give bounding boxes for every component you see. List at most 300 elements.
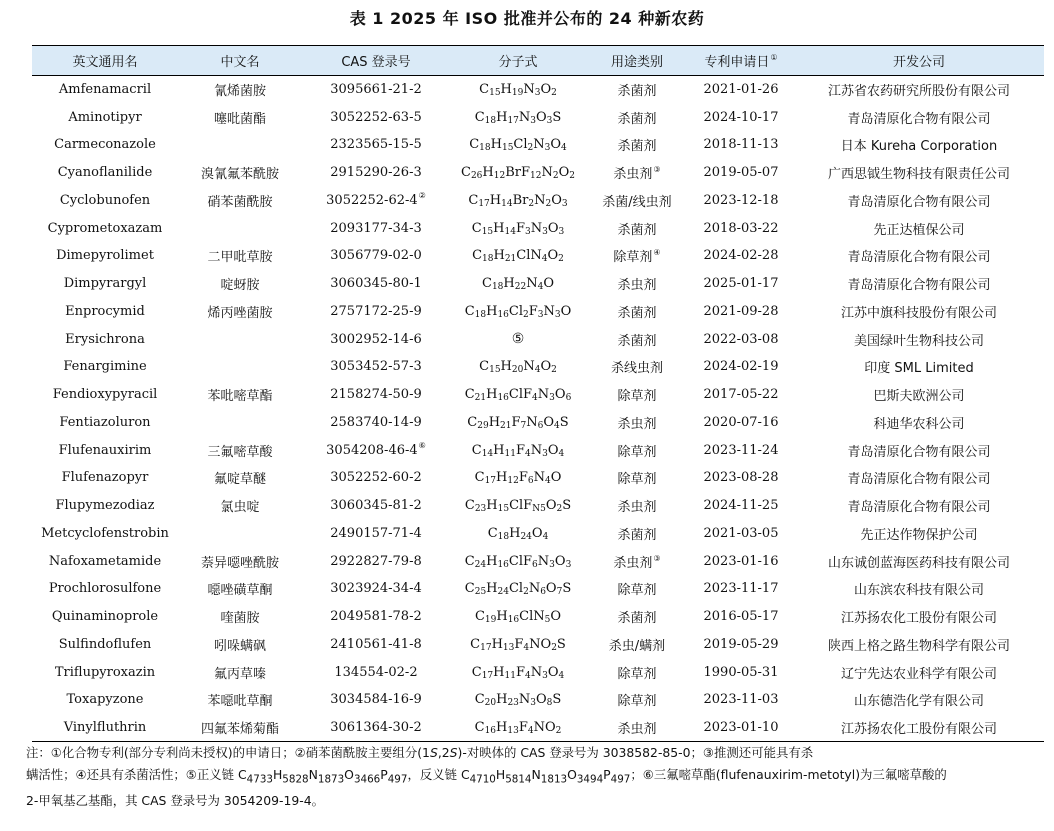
cell-patent-date: 2024-02-19 (703, 359, 779, 375)
cell-use (586, 76, 688, 104)
cell-formula (450, 409, 586, 437)
formula-element: N (537, 387, 550, 403)
cas-note-mark: ⑥ (418, 440, 426, 450)
formula-element: C (472, 248, 483, 264)
table-row (32, 492, 1044, 520)
formula-element: C (464, 553, 475, 569)
formula-count: 15 (497, 504, 510, 515)
table-row (32, 409, 1044, 437)
formula-count: 6 (527, 476, 534, 487)
formula-count: 12 (493, 171, 506, 182)
use-category: 杀菌剂 (617, 333, 657, 349)
header-patent-date (688, 46, 794, 76)
cell-cas (302, 242, 450, 270)
formula-count: 19 (484, 615, 497, 626)
cell-cas (302, 325, 450, 353)
formula-element: Br (505, 165, 521, 181)
cell-chinese-name: 四氟苯烯菊酯 (178, 714, 302, 742)
cell-english-name: Cyclobunofen (59, 192, 151, 208)
cas-number: 3060345-80-1 (330, 276, 422, 292)
formula-count: 15 (481, 226, 494, 237)
formula-element: F (515, 664, 525, 680)
formula-element: H (486, 498, 498, 514)
formula-count: 2 (552, 171, 559, 182)
formula-count: 15 (501, 143, 514, 154)
formula-element: H (509, 525, 521, 541)
formula-element: H (493, 664, 505, 680)
cell-chinese-name (178, 325, 302, 353)
formula-count: 8 (546, 698, 553, 709)
use-category: 杀虫剂 (617, 416, 657, 432)
formula-element: O (551, 192, 562, 208)
cell-developer: 辽宁先达农业科学有限公司 (840, 666, 997, 682)
formula-element: F (511, 414, 521, 430)
table-row (32, 270, 1044, 298)
formula-element: H (486, 387, 498, 403)
cell-use (586, 547, 688, 575)
cell-cas (302, 547, 450, 575)
formula-count: 6 (565, 393, 572, 404)
cell-patent-date: 2021-03-05 (703, 525, 779, 541)
formula-element: O (545, 581, 557, 597)
cell-patent-date: 1990-05-31 (703, 664, 779, 680)
formula-element: C (470, 636, 481, 652)
cell-developer: 青岛清原化合物有限公司 (847, 472, 991, 488)
formula-element: O (560, 303, 572, 319)
formula-count: 4 (537, 282, 544, 293)
cell-english-name: Cyanoflanilide (57, 165, 153, 181)
cell-english-name: Flufenauxirim (58, 442, 152, 458)
cas-number: 2323565-15-5 (330, 137, 422, 153)
cell-cas (302, 298, 450, 326)
formula-element: Cl (516, 248, 531, 264)
formula-element: C (474, 692, 485, 708)
formula-element: H (486, 303, 498, 319)
formula-count: 2 (523, 587, 529, 598)
cell-patent-date: 2025-01-17 (703, 276, 779, 292)
formula-count: 14 (481, 448, 494, 459)
cas-number: 3053452-57-3 (330, 359, 422, 375)
cell-english-name: Quinaminoprole (51, 609, 159, 625)
cell-use (586, 242, 688, 270)
formula-count: 4 (542, 531, 549, 542)
cell-cas (302, 76, 450, 104)
table-row (32, 381, 1044, 409)
cell-developer: 美国绿叶生物科技公司 (853, 333, 984, 349)
cas-number: 3054208-46-4 (326, 442, 418, 458)
formula-count: 21 (504, 254, 517, 265)
cell-patent-date: 2023-11-17 (703, 581, 779, 597)
formula-element: O (547, 220, 559, 236)
header-english-name: 英文通用名 (32, 46, 178, 76)
formula-element: O (547, 248, 559, 264)
cell-developer: 陕西上格之路生物科学有限公司 (827, 638, 1010, 654)
formula-element: F (518, 719, 528, 735)
cell-use (586, 492, 688, 520)
formula-element: C (474, 719, 485, 735)
table-row (32, 298, 1044, 326)
formula-count: 2 (556, 504, 563, 515)
use-category: 杀菌剂 (617, 84, 657, 100)
formula-count: 18 (491, 282, 504, 293)
formula-count: 17 (481, 670, 494, 681)
formula-count: 2 (569, 171, 575, 182)
formula-element: Cl (508, 581, 524, 597)
formula-element: O (544, 719, 556, 735)
formula-element: F (514, 636, 524, 652)
cell-developer: 先正达植保公司 (873, 222, 965, 238)
header-row (32, 46, 1044, 76)
cell-english-name: Fendioxypyracil (52, 387, 158, 403)
formula-count: 19 (511, 88, 524, 99)
cas-number: 2158274-50-9 (330, 387, 422, 403)
formula-count: 11 (504, 670, 516, 681)
formula-element: H (491, 636, 503, 652)
formula-element: N (523, 359, 535, 375)
formula-count: 4 (527, 725, 534, 736)
cell-formula (450, 242, 586, 270)
formula-element: H (482, 165, 494, 181)
cas-number: 3002952-14-6 (330, 331, 422, 347)
cell-patent-date: 2024-02-28 (703, 248, 779, 264)
formula-element: F (515, 442, 525, 458)
formula-count: 6 (532, 559, 538, 570)
formula-element: O (550, 609, 562, 625)
formula-count: 4 (524, 448, 531, 459)
cell-cas (302, 603, 450, 631)
use-category: 杀菌剂 (617, 611, 657, 627)
use-category: 杀虫剂 (617, 500, 657, 516)
cell-chinese-name: 噻吡菌酯 (213, 111, 266, 127)
formula-element: C (461, 165, 471, 181)
cell-developer: 山东德浩化学有限公司 (853, 694, 984, 710)
cell-patent-date: 2016-05-17 (703, 609, 779, 625)
formula-element: O (545, 498, 557, 514)
use-category: 杀菌剂 (617, 111, 657, 127)
cell-cas (302, 131, 450, 159)
formula-count: N (532, 504, 541, 515)
cell-cas (302, 353, 450, 381)
cell-developer: 先正达作物保护公司 (860, 527, 978, 543)
cell-english-name: Amfenamacril (58, 82, 152, 98)
cell-english-name: Fenargimine (63, 359, 147, 375)
cell-formula (450, 520, 586, 548)
formula-count: 17 (507, 115, 519, 126)
table-row (32, 131, 1044, 159)
formula-count: 2 (551, 642, 557, 653)
formula-count: 3 (530, 698, 536, 709)
cas-number: 3023924-34-4 (330, 581, 422, 597)
formula-note-ref: ⑤ (511, 331, 525, 348)
cell-developer: 广西思钺生物科技有限责任公司 (827, 167, 1010, 183)
formula-element: O (536, 692, 547, 708)
use-category: 杀线虫剂 (610, 361, 663, 377)
formula-count: 20 (511, 365, 524, 376)
cell-developer: 青岛清原化合物有限公司 (847, 278, 991, 294)
formula-element: S (556, 636, 566, 652)
formula-count: 2 (523, 309, 529, 320)
cas-number: 2093177-34-3 (330, 220, 422, 236)
table-row (32, 103, 1044, 131)
cell-formula (450, 658, 586, 686)
cell-english-name: Vinylfluthrin (32, 714, 178, 742)
formula-count: 15 (489, 88, 501, 99)
cell-formula (450, 187, 586, 215)
formula-element: F (523, 553, 533, 569)
cell-use (586, 631, 688, 659)
cell-patent-date: 2019-05-07 (703, 165, 779, 181)
header-use: 用途类别 (586, 46, 688, 76)
cas-number: 2049581-78-2 (330, 609, 422, 625)
use-category: 除草剂 (617, 694, 657, 710)
use-note-mark: ③ (653, 553, 661, 563)
cell-english-name: Aminotipyr (68, 109, 142, 125)
cas-number: 2757172-25-9 (330, 303, 422, 319)
cell-patent-date: 2017-05-22 (703, 387, 779, 403)
cell-english-name: Metcyclofenstrobin (41, 525, 169, 541)
table-body (32, 76, 1044, 742)
formula-element: H (493, 248, 505, 264)
use-category: 除草剂 (617, 444, 657, 460)
table-row (32, 686, 1044, 714)
cell-cas (302, 686, 450, 714)
formula-count: 4 (523, 642, 530, 653)
formula-count: 13 (507, 725, 519, 736)
formula-count: 18 (479, 143, 491, 154)
cell-chinese-name: 氟丙草嗪 (213, 666, 266, 682)
cell-developer: 江苏中旗科技股份有限公司 (840, 305, 997, 321)
table-title: 表 1 2025 年 ISO 批准并公布的 24 种新农药 (349, 9, 705, 28)
cell-use (586, 325, 688, 353)
formula-count: 7 (520, 420, 527, 431)
formula-element: C (482, 276, 492, 292)
cell-formula (450, 631, 586, 659)
cell-formula (450, 76, 586, 104)
formula-element: F (515, 220, 525, 236)
cell-use (586, 381, 688, 409)
use-category: 杀菌/线虫剂 (602, 194, 672, 210)
cell-developer: 山东诚创蓝海医药科技有限公司 (827, 555, 1010, 571)
cell-formula (450, 131, 586, 159)
cas-number: 3095661-21-2 (330, 82, 422, 98)
formula-element: H (496, 692, 508, 708)
cell-use (586, 270, 688, 298)
cell-chinese-name (178, 520, 302, 548)
formula-element: N (518, 692, 531, 708)
formula-element: O (558, 165, 570, 181)
table-notes (26, 742, 1044, 812)
cell-formula (450, 298, 586, 326)
formula-element: H (500, 82, 512, 98)
cell-english-name: Prochlorosulfone (48, 581, 162, 597)
cell-cas (302, 575, 450, 603)
formula-element: N (523, 82, 535, 98)
formula-count: 2 (528, 198, 535, 209)
cell-developer: 青岛清原化合物有限公司 (847, 250, 991, 266)
cell-chinese-name (178, 214, 302, 242)
cell-cas (302, 631, 450, 659)
formula-element: C (487, 525, 498, 541)
formula-element: N (534, 192, 546, 208)
formula-element: O (540, 636, 552, 652)
cell-cas (302, 714, 450, 742)
use-note-mark: ④ (653, 248, 661, 258)
cas-number: 3056779-02-0 (330, 248, 422, 264)
cas-number: 2490157-71-4 (330, 525, 422, 541)
cell-formula (450, 381, 586, 409)
use-category: 杀虫剂 (617, 278, 657, 294)
formula-count: 2 (558, 254, 564, 265)
cell-chinese-name (178, 409, 302, 437)
cell-formula (450, 547, 586, 575)
cell-patent-date: 2023-12-18 (703, 192, 779, 208)
formula-count: 6 (537, 420, 544, 431)
cell-patent-date: 2023-08-28 (703, 470, 779, 486)
formula-element: O (547, 664, 559, 680)
formula-element: C (468, 192, 479, 208)
cell-cas (302, 214, 450, 242)
cell-english-name: Flufenazopyr (61, 470, 149, 486)
cell-english-name: Carmeconazole (54, 137, 156, 153)
formula-element: H (496, 109, 508, 125)
cell-formula (450, 714, 586, 742)
formula-element: N (528, 581, 541, 597)
formula-count: 4 (554, 420, 560, 431)
formula-element: S (562, 498, 572, 514)
formula-count: 18 (497, 531, 510, 542)
formula-count: 24 (497, 587, 509, 598)
formula-element: H (486, 553, 498, 569)
table-header (32, 46, 1044, 76)
table-row (32, 214, 1044, 242)
cell-formula (450, 353, 586, 381)
cell-patent-date: 2024-10-17 (703, 109, 779, 125)
cell-english-name: Sulfindoflufen (58, 636, 152, 652)
use-category: 除草剂 (617, 472, 657, 488)
cell-patent-date: 2019-05-29 (703, 636, 779, 652)
cell-chinese-name: 苯噁吡草酮 (207, 694, 273, 710)
table-row (32, 436, 1044, 464)
cas-number: 3052252-62-4 (326, 192, 418, 208)
formula-count: 3 (534, 88, 541, 99)
cell-english-name: Dimepyrolimet (56, 248, 154, 264)
cell-chinese-name: 萘异噁唑酰胺 (200, 555, 279, 571)
cell-chinese-name: 啶蚜胺 (220, 278, 260, 294)
formula-count: 16 (497, 309, 509, 320)
table-row (32, 242, 1044, 270)
pesticide-table (32, 45, 1044, 742)
formula-element: C (474, 109, 485, 125)
cas-number: 2410561-41-8 (330, 636, 422, 652)
cell-cas (302, 187, 450, 215)
formula-element: C (464, 303, 475, 319)
cell-chinese-name: 喹菌胺 (220, 611, 260, 627)
formula-count: 3 (565, 559, 572, 570)
formula-element: H (489, 192, 502, 208)
cell-english-name: Enprocymid (65, 303, 145, 319)
formula-element: C (464, 581, 475, 597)
cell-patent-date: 2018-03-22 (703, 220, 779, 236)
cell-chinese-name: 苯吡嘧草酯 (207, 389, 273, 405)
use-category: 除草剂 (617, 583, 657, 599)
formula-element: Cl (519, 609, 534, 625)
formula-element: H (496, 470, 508, 486)
formula-count: 16 (497, 559, 509, 570)
formula-element: Cl (509, 498, 524, 514)
formula-element: S (552, 109, 562, 125)
cell-chinese-name: 氯虫啶 (220, 500, 260, 516)
formula-count: 3 (542, 670, 548, 681)
cell-cas (302, 658, 450, 686)
cell-formula (450, 159, 586, 187)
formula-count: 23 (507, 698, 519, 709)
formula-element: S (559, 414, 569, 430)
cell-cas (302, 381, 450, 409)
formula-count: 4 (558, 448, 565, 459)
formula-count: 3 (530, 115, 536, 126)
cell-patent-date: 2021-01-26 (703, 82, 779, 98)
formula-element: S (562, 581, 572, 597)
cell-use (586, 187, 688, 215)
cell-use (586, 298, 688, 326)
cell-chinese-name: 烯丙唑菌胺 (207, 305, 273, 321)
cell-english-name: Cyprometoxazam (47, 220, 163, 236)
use-category: 杀虫剂 (613, 167, 653, 183)
header-formula: 分子式 (450, 46, 586, 76)
note-line-2-text: 螨活性；④还具有杀菌活性；⑤正义链 $C_{4733}H_{5828}N_{1873}O_{3466}P_{497}$，反义链 $C_{4710}H_{5814}N_{1813}O_{3494}P_{497}$；⑥三氟嘧草酯(flufenauxirim-metotyl)为三氟嘧草酸的 (26, 766, 947, 785)
cell-formula (450, 686, 586, 714)
table-row (32, 464, 1044, 492)
formula-count: 3 (549, 393, 555, 404)
cell-use (586, 214, 688, 242)
cell-cas (302, 409, 450, 437)
cell-patent-date: 2018-11-13 (703, 137, 779, 153)
cell-patent-date: 2021-09-28 (703, 303, 779, 319)
cell-patent-date: 2023-11-03 (703, 692, 779, 708)
formula-count: 4 (541, 254, 548, 265)
formula-count: 3 (546, 115, 553, 126)
cell-patent-date: 2023-11-24 (703, 442, 779, 458)
formula-element: Cl (508, 387, 524, 403)
cell-developer: 江苏省农药研究所股份有限公司 (827, 84, 1010, 100)
formula-count: 4 (544, 476, 551, 487)
cell-cas (302, 464, 450, 492)
formula-count: 3 (542, 226, 548, 237)
formula-count: 15 (489, 365, 501, 376)
formula-element: O (554, 553, 566, 569)
formula-count: 14 (501, 198, 513, 209)
cell-formula (450, 325, 586, 353)
formula-element: N (533, 719, 545, 735)
cell-use (586, 464, 688, 492)
table-row (32, 658, 1044, 686)
formula-count: 3 (524, 226, 531, 237)
formula-count: 24 (520, 531, 532, 542)
cas-number: 2583740-14-9 (330, 414, 422, 430)
formula-element: O (550, 137, 562, 153)
formula-element: F (518, 470, 528, 486)
cell-use (586, 603, 688, 631)
formula-element: C (471, 220, 482, 236)
formula-element: N (533, 137, 545, 153)
cell-formula (450, 436, 586, 464)
use-note-mark: ③ (653, 165, 661, 175)
cell-english-name: Nafoxametamide (48, 553, 162, 569)
cell-formula (450, 214, 586, 242)
formula-count: 2 (545, 198, 552, 209)
formula-element: F (523, 498, 533, 514)
table-row (32, 520, 1044, 548)
